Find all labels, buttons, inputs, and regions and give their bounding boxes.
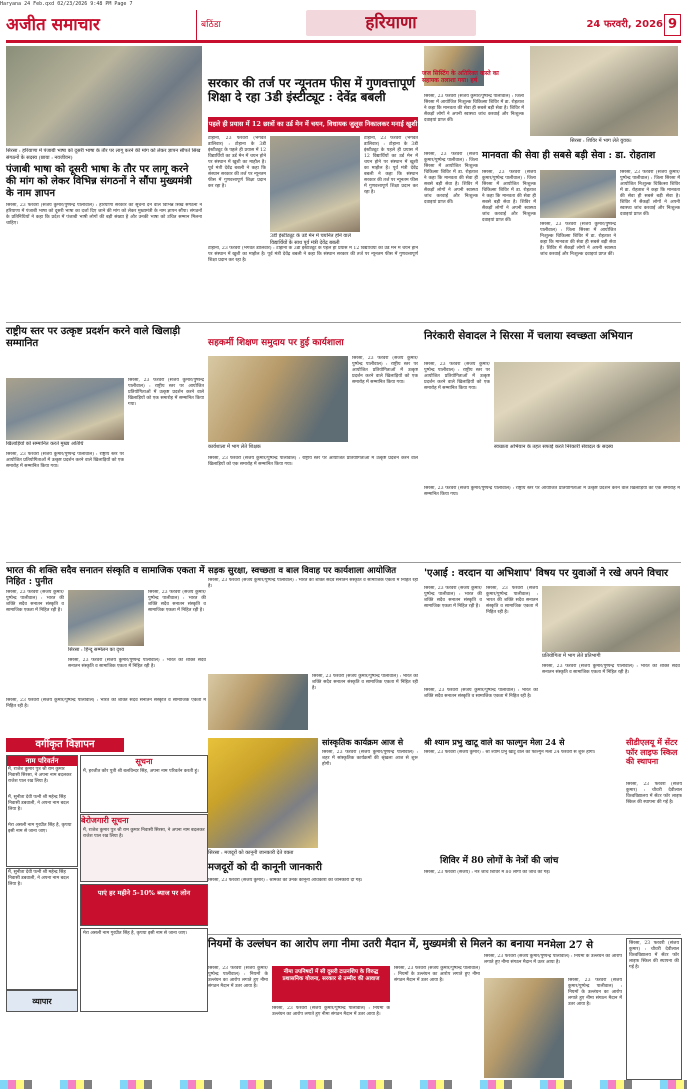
pull-quote-box — [272, 966, 390, 1002]
jobs-label: बेरोजगारी सूचना — [81, 815, 129, 825]
right-body-5: सिरसा, 23 फरवरी (संजय कुमार/पुष्पेन्द्र पालीवाल) : जिला सिरसा में आयोजित निःशुल्क चिकित्सा शिविर में डा. रोहताश ने कहा कि मानवता की सेवा ही सबसे बड़ी सेवा है। शिविर में सैकड़ों लोगों ने अपनी स्वास्थ्य जांच करवाई और निःशुल्क दवाइयां प्राप्त कीं। — [540, 222, 616, 257]
notice-label: सूचना — [135, 756, 153, 766]
sub-headline: जज सिस्टिंग के अतिरिक्त वास्ते का सहायक तलाशा गया। हर्ष — [422, 70, 499, 85]
photo-mela — [484, 978, 564, 1078]
photo-doctor — [540, 170, 616, 218]
bottom-body-4: सिरसा, 23 फरवरी (संजय कुमार/पुष्पेन्द्र पालीवाल) : नियमों के उल्लंघन का आरोप लगाते हुए नीमा संगठन मैदान में उतर आया है। — [484, 954, 622, 965]
classified-entry: मेरा असली नाम गुरप्रीत सिंह है, कृपया इसी नाम से जाना जाए। — [8, 823, 72, 834]
right-body-2: सिरसा, 23 फरवरी (संजय कुमार/पुष्पेन्द्र पालीवाल) : जिला सिरसा में आयोजित निःशुल्क चिकित्सा शिविर में डा. रोहताश ने कहा कि मानवता की सेवा ही सबसे बड़ी सेवा है। शिविर में सैकड़ों लोगों ने अपनी स्वास्थ्य जांच करवाई और निःशुल्क दवाइयां प्राप्त कीं। — [424, 152, 478, 205]
classified-entry: मैं, राजेश कुमार पुत्र श्री राम कुमार निवासी सिरसा, ने अपना नाम बदलकर राजेश पाल रख लिया है। — [8, 767, 72, 784]
divider — [6, 322, 681, 323]
row3-body-7: सिरसा, 23 फरवरी (संजय कुमार/पुष्पेन्द्र पालीवाल) : भारत की शक्ति सदैव सनातन संस्कृति व सामाजिक एकता में निहित रही है। — [424, 586, 482, 609]
lead-body-3: टोहाना, 23 फरवरी (भगवंत डालिवार) : टोहाना के 3डी इंस्टीट्यूट के पहले ही प्रयास में 12 विद्यार्थियों का उर्ड मेन में चयन होने पर संस्थान में खुशी का माहौल है। पूर्व मंत्री देवेंद्र बबली ने कहा कि संस्थान सरकार की तर्ज पर न्यूनतम फीस में गुणवत्तापूर्ण शिक्षा प्रदान कर रहा है। — [208, 246, 418, 263]
bottom-body-3: सिरसा, 23 फरवरी (संजय कुमार/पुष्पेन्द्र पालीवाल) : नियमों के उल्लंघन का आरोप लगाते हुए नीमा संगठन मैदान में उतर आया है। — [394, 966, 480, 983]
cultural-body: सिरसा, 23 फरवरी (संजय कुमार/पुष्पेन्द्र पालीवाल) : शहर में सांस्कृतिक कार्यक्रमों की श्रृंखला आज से शुरू होगी। — [322, 750, 418, 767]
photo-road-safety — [208, 674, 308, 730]
name-change-box — [6, 755, 78, 867]
headline-cdlu: सीडीएलयू में सेंटर फॉर लाइफ स्किल की स्थापना — [626, 737, 678, 767]
classified-box-4 — [80, 928, 208, 1012]
ad-text: सिरसा, 23 फरवरी (संजय कुमार) : चौधरी देवीलाल विश्वविद्यालय में सेंटर फॉर लाइफ स्किल की स्थापना की गई है। — [629, 941, 679, 970]
headline-sanatan-culture: भारत की शक्ति सदैव सनातन संस्कृति व सामाजिक एकता में निहित : पुनीत — [6, 566, 205, 587]
ad-box — [626, 938, 682, 1080]
shyam-body: सिरसा, 23 फरवरी (संजय कुमार) : श्री श्याम प्रभु खाटू वाले का फाल्गुन मेला 24 फरवरी से शुरू होगा। — [424, 750, 596, 755]
photo-students — [270, 136, 360, 232]
classified-box-3 — [6, 868, 78, 990]
pull-quote: नीमा उपनिषदों में सी दूसरी टाउनशिप के विरुद्ध प्रशासनिक योजना, सरकार से उम्मीद की आवाज — [282, 969, 380, 982]
row3-body-10: सिरसा, 23 फरवरी (संजय कुमार/पुष्पेन्द्र पालीवाल) : भारत की शक्ति सदैव सनातन संस्कृति व सामाजिक एकता में निहित रही है। — [424, 688, 538, 699]
classified-entry: मैं, सुनीता देवी पत्नी श्री महेन्द्र सिंह निवासी डबवाली, ने अपना नाम बदल लिया है। — [8, 870, 69, 887]
photo-players — [6, 378, 124, 440]
camp-body: सिरसा, 23 फरवरी (संजय) : नेत्र जांच शिविर में 80 लोगों की जांच की गई। — [424, 870, 551, 875]
divider — [208, 934, 681, 935]
newspaper-logo: अजीत समाचार — [6, 15, 100, 35]
bottom-body-5: सिरसा, 23 फरवरी (संजय कुमार/पुष्पेन्द्र पालीवाल) : नियमों के उल्लंघन का आरोप लगाते हुए नीमा संगठन मैदान में उतर आया है। — [568, 978, 622, 1007]
file-info-line: Haryana 24 Feb.qxd 02/23/2026 9:48 PM Page 7 — [0, 1, 133, 7]
headline-punjabi-language: पंजाबी भाषा को दूसरी भाषा के तौर पर लागू करने की मांग को लेकर विभिन्न संगठनों ने सौंपा मुख्यमंत्री के नाम ज्ञापन — [6, 164, 192, 199]
bottom-body: सिरसा, 23 फरवरी (संजय कुमार/पुष्पेन्द्र पालीवाल) : नियमों के उल्लंघन का आरोप लगाते हुए नीमा संगठन मैदान में उतर आया है। — [208, 966, 268, 989]
classified-title: वर्गीकृत विज्ञापन — [6, 738, 124, 752]
classified-entry: मैं, सुनीता देवी पत्नी श्री महेन्द्र सिंह निवासी डबवाली, ने अपना नाम बदल लिया है। — [8, 795, 69, 812]
bottom-body-2: सिरसा, 23 फरवरी (संजय कुमार/पुष्पेन्द्र पालीवाल) : नियमों के उल्लंघन का आरोप लगाते हुए नीमा संगठन मैदान में उतर आया है। — [272, 1006, 390, 1017]
sammelan-caption: सिरसा : हिन्दू सम्मेलन का दृश्य — [68, 647, 125, 653]
headline-labour-law: मजदूरों को दी कानूनी जानकारी — [208, 862, 322, 873]
row3-body-5: सिरसा, 23 फरवरी (संजय कुमार/पुष्पेन्द्र पालीवाल) : भारत की शक्ति सदैव सनातन संस्कृति व सामाजिक एकता में निहित रही है। — [208, 578, 418, 589]
jobs-box — [80, 814, 208, 882]
headline-nirankari-cleanliness: निरंकारी सेवादल ने सिरसा में चलाया स्वच्छता अभियान — [424, 330, 633, 342]
headline-ai-debate: 'एआई : वरदान या अभिशाप' विषय पर युवाओं ने रखे अपने विचार — [424, 568, 669, 579]
classified-entry: मेरा असली नाम गुरप्रीत सिंह है, कृपया इसी नाम से जाना जाए। — [83, 931, 188, 936]
issue-date: 24 फरवरी, 2026 — [586, 19, 663, 30]
photo-caption: सिरसा : हरियाणा में पंजाबी भाषा को दूसरी भाषा के तौर पर लागू करने की मांग को लेकर ज्ञापन सौंपते सिख संगठनों के सदस्य (छाया : नवजीवन) — [6, 148, 201, 161]
masthead — [6, 10, 681, 43]
headline-mela-27: मेला 27 से — [550, 940, 593, 951]
photo-labour — [208, 738, 318, 848]
ai-caption: प्रतियोगिता में भाग लेते प्रतिभागी — [542, 653, 601, 659]
players-caption: खिलाड़ियों को सम्मानित करते मुख्य अतिथि — [6, 441, 84, 447]
headline-cultural: सांस्कृतिक कार्यक्रम आज से — [322, 737, 404, 747]
loan-ad-text: पाएं हर महीने 5-10% ब्याज पर लोन — [97, 889, 191, 897]
row2-body-4: सिरसा, 23 फरवरी (संजय कुमार/पुष्पेन्द्र पालीवाल) : राष्ट्रीय स्तर पर आयोजित प्रतियोगिताओं में उत्कृष्ट प्रदर्शन करने वाले खिलाड़ियों को एक समारोह में सम्मानित किया गया। — [208, 456, 418, 467]
labour-caption: सिरसा : मजदूरों को कानूनी जानकारी देते वक्ता — [208, 850, 294, 856]
row3-body-9: सिरसा, 23 फरवरी (संजय कुमार/पुष्पेन्द्र पालीवाल) : भारत की शक्ति सदैव सनातन संस्कृति व सामाजिक एकता में निहित रही है। — [542, 664, 680, 675]
business-label: व्यापार — [32, 996, 52, 1006]
headline-humanity-service: मानवता की सेवा ही सबसे बड़ी सेवा : डा. रोहताश — [482, 150, 656, 161]
right-body-4: सिरसा, 23 फरवरी (संजय कुमार/पुष्पेन्द्र पालीवाल) : जिला सिरसा में आयोजित निःशुल्क चिकित्सा शिविर में डा. रोहताश ने कहा कि मानवता की सेवा ही सबसे बड़ी सेवा है। शिविर में सैकड़ों लोगों ने अपनी स्वास्थ्य जांच करवाई और निःशुल्क दवाइयां प्राप्त कीं। — [620, 170, 680, 217]
cleanliness-caption: स्वच्छता अभियान के तहत सफाई करते निरंकारी सेवादल के सदस्य — [494, 444, 613, 450]
headline-road-safety: सड़क सुरक्षा, स्वच्छता व बाल विवाह पर कार्यशाला आयोजित — [208, 566, 397, 576]
section-title: हरियाणा — [306, 10, 476, 36]
photo-sikh-delegation — [6, 46, 202, 146]
workshop-caption: कार्यशाला में भाग लेते शिक्षक — [208, 444, 261, 450]
classified-entry: मैं, हरजीत कौर पुत्री श्री बलविन्दर सिंह, अपना नाम परिवर्तन करती हूं। — [83, 769, 199, 774]
photo-ai-debate — [542, 586, 680, 652]
lead-body: टोहाना, 23 फरवरी (भगवंत डालिवार) : टोहाना के 3डी इंस्टीट्यूट के पहले ही प्रयास में 12 विद्यार्थियों का उर्ड मेन में चयन होने पर संस्थान में खुशी का माहौल है। पूर्व मंत्री देवेंद्र बबली ने कहा कि संस्थान सरकार की तर्ज पर न्यूनतम फीस में गुणवत्तापूर्ण शिक्षा प्रदान कर रहा है। — [208, 136, 266, 189]
labour-body: सिरसा, 23 फरवरी (संजय कुमार) : श्रमिकों को उनके कानूनी अधिकारों की जानकारी दी गई। — [208, 878, 363, 883]
headline-players-honored: राष्ट्रीय स्तर पर उत्कृष्ट प्रदर्शन करने वाले खिलाड़ी सम्मानित — [6, 326, 181, 349]
headline-workshop: सहकर्मी शिक्षण समुदाय पर हुई कार्यशाला — [208, 338, 344, 348]
cdlu-body: सिरसा, 23 फरवरी (संजय कुमार) : चौधरी देवीलाल विश्वविद्यालय में सेंटर फॉर लाइफ स्किल की स्थापना की गई है। — [626, 782, 682, 805]
photo-workshop — [208, 356, 348, 442]
row3-body: सिरसा, 23 फरवरी (संजय कुमार/पुष्पेन्द्र पालीवाल) : भारत की शक्ति सदैव सनातन संस्कृति व सामाजिक एकता में निहित रही है। — [6, 590, 64, 613]
camp-caption: सिरसा : शिविर में भाग लेते युवक। — [570, 138, 632, 144]
row3-body-4: सिरसा, 23 फरवरी (संजय कुमार/पुष्पेन्द्र पालीवाल) : भारत की शक्ति सदैव सनातन संस्कृति व सामाजिक एकता में निहित रही है। — [68, 658, 206, 669]
row3-body-3: सिरसा, 23 फरवरी (संजय कुमार/पुष्पेन्द्र पालीवाल) : भारत की शक्ति सदैव सनातन संस्कृति व सामाजिक एकता में निहित रही है। — [6, 698, 206, 709]
row2-body-5: सिरसा, 23 फरवरी (संजय कुमार/पुष्पेन्द्र पालीवाल) : राष्ट्रीय स्तर पर आयोजित प्रतियोगिताओं में उत्कृष्ट प्रदर्शन करने वाले खिलाड़ियों को एक समारोह में सम्मानित किया गया। — [424, 362, 490, 391]
row3-body-8: सिरसा, 23 फरवरी (संजय कुमार/पुष्पेन्द्र पालीवाल) : भारत की शक्ति सदैव सनातन संस्कृति व सामाजिक एकता में निहित रही है। — [486, 586, 538, 615]
row2-body-3: सिरसा, 23 फरवरी (संजय कुमार/पुष्पेन्द्र पालीवाल) : राष्ट्रीय स्तर पर आयोजित प्रतियोगिताओं में उत्कृष्ट प्रदर्शन करने वाले खिलाड़ियों को एक समारोह में सम्मानित किया गया। — [352, 356, 418, 385]
lead-photo-caption: 3डी इंस्टीट्यूट के उर्ड मेन में चयनित होने वाले विद्यार्थियों के साथ पूर्व मंत्री देवेंद्र बबली — [270, 233, 351, 246]
headline-shyam-mela: श्री श्याम प्रभु खाटू वाले का फाल्गुन मेला 24 से — [424, 737, 565, 747]
classified-entry: मैं, राजेश कुमार पुत्र श्री राम कुमार निवासी सिरसा, ने अपना नाम बदलकर राजेश पाल रख लिया है। — [83, 828, 205, 839]
lead-body-2: टोहाना, 23 फरवरी (भगवंत डालिवार) : टोहाना के 3डी इंस्टीट्यूट के पहले ही प्रयास में 12 विद्यार्थियों का उर्ड मेन में चयन होने पर संस्थान में खुशी का माहौल है। पूर्व मंत्री देवेंद्र बबली ने कहा कि संस्थान सरकार की तर्ज पर न्यूनतम फीस में गुणवत्तापूर्ण शिक्षा प्रदान कर रहा है। — [364, 136, 418, 195]
name-change-label: नाम परिवर्तन — [7, 756, 77, 766]
photo-cleanliness — [494, 362, 680, 442]
notice-box — [80, 755, 208, 813]
row3-body-2: सिरसा, 23 फरवरी (संजय कुमार/पुष्पेन्द्र पालीवाल) : भारत की शक्ति सदैव सनातन संस्कृति व सामाजिक एकता में निहित रही है। — [148, 590, 206, 613]
right-body: सिरसा, 23 फरवरी (संजय कुमार/पुष्पेन्द्र पालीवाल) : जिला सिरसा में आयोजित निःशुल्क चिकित्सा शिविर में डा. रोहताश ने कहा कि मानवता की सेवा ही सबसे बड़ी सेवा है। शिविर में सैकड़ों लोगों ने अपनी स्वास्थ्य जांच करवाई और निःशुल्क दवाइयां प्राप्त कीं। — [424, 94, 524, 123]
row2-body: सिरसा, 23 फरवरी (संजय कुमार/पुष्पेन्द्र पालीवाल) : राष्ट्रीय स्तर पर आयोजित प्रतियोगिताओं में उत्कृष्ट प्रदर्शन करने वाले खिलाड़ियों को एक समारोह में सम्मानित किया गया। — [128, 378, 204, 407]
page-number: 9 — [664, 14, 681, 36]
row2-body-6: सिरसा, 23 फरवरी (संजय कुमार/पुष्पेन्द्र पालीवाल) : राष्ट्रीय स्तर पर आयोजित प्रतियोगिताओं में उत्कृष्ट प्रदर्शन करने वाले खिलाड़ियों को एक समारोह में सम्मानित किया गया। — [424, 486, 680, 497]
color-registration-bar — [0, 1080, 687, 1089]
lead-headline: सरकार की तर्ज पर न्यूनतम फीस में गुणवत्तापूर्ण शिक्षा दे रहा 3डी इंस्टीट्यूट : देवेंद्र बबली — [208, 76, 416, 105]
headline-nima-rules: नियमों के उल्लंघन का आरोप लगा नीमा उतरी मैदान में, मुख्यमंत्री से मिलने का बनाया मन — [208, 938, 550, 950]
row3-body-6: सिरसा, 23 फरवरी (संजय कुमार/पुष्पेन्द्र पालीवाल) : भारत की शक्ति सदैव सनातन संस्कृति व सामाजिक एकता में निहित रही है। — [312, 674, 418, 691]
photo-camp — [530, 46, 678, 136]
lead-banner: पहले ही प्रयास में 12 छात्रों का उर्ड मेन में चयन, विधायक जुलूस निकालकर मनाई खुशी — [208, 117, 418, 132]
headline-eye-camp: शिविर में 80 लोगों के नेत्रों की जांच — [440, 856, 559, 866]
article-body: सिरसा, 23 फरवरी (संजय कुमार/पुष्पेन्द्र पालीवाल) : हरियाणा सरकार को सूचना देने वाले विभिन्न सिख संगठनों ने हरियाणा में पंजाबी भाषा को दूसरी भाषा का दर्जा दिए जाने की मांग को लेकर मुख्यमंत्री के नाम ज्ञापन सौंपा। संगठनों के प्रतिनिधियों ने कहा कि प्रदेश में पंजाबी भाषी लोगों की बड़ी संख्या है और उनकी भाषा को उचित सम्मान मिलना चाहिए। — [6, 203, 202, 226]
business-box — [6, 990, 78, 1012]
photo-sammelan — [68, 590, 144, 646]
row2-body-2: सिरसा, 23 फरवरी (संजय कुमार/पुष्पेन्द्र पालीवाल) : राष्ट्रीय स्तर पर आयोजित प्रतियोगिताओं में उत्कृष्ट प्रदर्शन करने वाले खिलाड़ियों को एक समारोह में सम्मानित किया गया। — [6, 452, 124, 469]
divider — [6, 562, 681, 563]
loan-ad — [80, 884, 208, 926]
edition-label: बठिंडा — [196, 10, 221, 40]
right-body-3: सिरसा, 23 फरवरी (संजय कुमार/पुष्पेन्द्र पालीवाल) : जिला सिरसा में आयोजित निःशुल्क चिकित्सा शिविर में डा. रोहताश ने कहा कि मानवता की सेवा ही सबसे बड़ी सेवा है। शिविर में सैकड़ों लोगों ने अपनी स्वास्थ्य जांच करवाई और निःशुल्क दवाइयां प्राप्त कीं। — [482, 170, 536, 223]
